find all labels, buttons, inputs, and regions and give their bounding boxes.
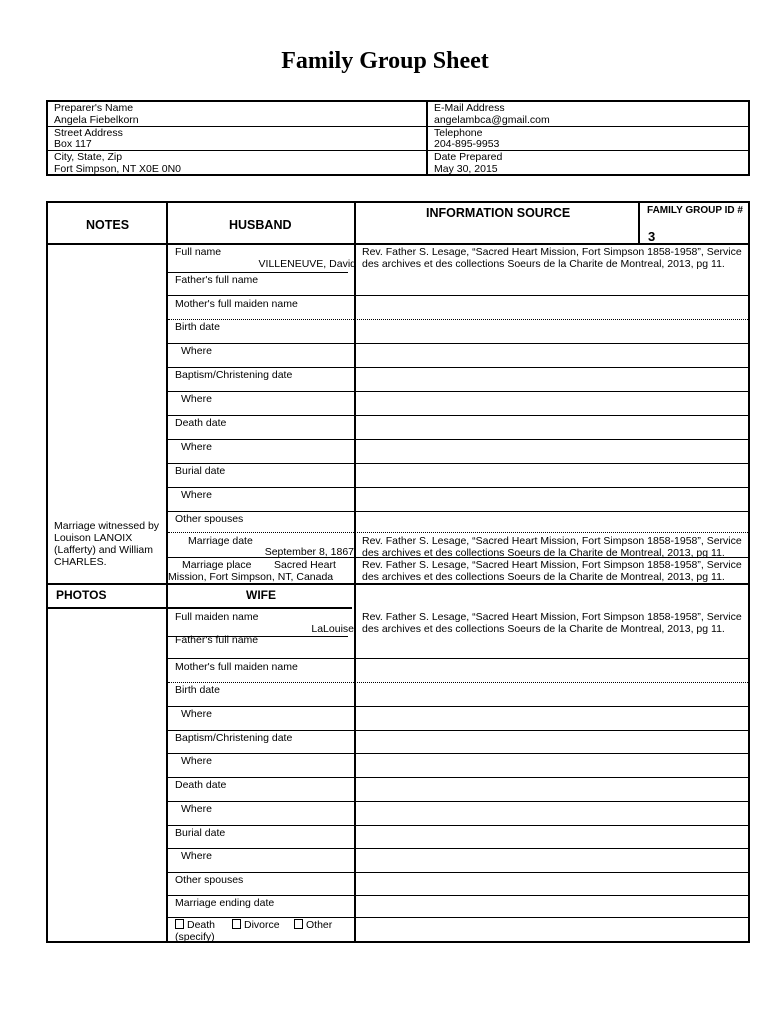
row-label: Mother's full maiden name — [175, 298, 298, 310]
marriage-place: Sacred Heart Mission, Fort Simpson, NT, Canada — [168, 559, 336, 583]
row-label: Death date — [175, 779, 227, 791]
husband-other-spouses-row[interactable] — [168, 511, 750, 533]
divorce-option[interactable] — [232, 919, 280, 931]
field-value: angelambca@gmail.com — [434, 113, 550, 126]
preparer-left-column — [48, 102, 428, 174]
city-state-zip-cell[interactable] — [48, 151, 426, 176]
row-label: Other spouses — [175, 513, 244, 525]
marriage-ending-row[interactable] — [168, 895, 750, 919]
section-divider — [48, 583, 748, 585]
field-label: Street Address — [54, 126, 123, 139]
wife-death-where-row[interactable] — [168, 801, 750, 825]
row-label: Where — [181, 708, 212, 720]
row-label: Where — [181, 850, 212, 862]
checkbox-icon[interactable] — [232, 919, 241, 929]
option-label: Divorce — [244, 919, 280, 931]
field-value: Fort Simpson, NT X0E 0N0 — [54, 162, 182, 175]
option-label: Death — [187, 919, 216, 931]
row-label: Baptism/Christening date — [175, 369, 293, 381]
section-divider — [48, 607, 164, 609]
field-value: Angela Fiebelkorn — [54, 113, 139, 126]
row-label: Death date — [175, 417, 227, 429]
row-label: Where — [181, 755, 212, 767]
husband-birth-date-row[interactable] — [168, 319, 750, 343]
marriage-date: September 8, 1867 — [264, 546, 354, 558]
marriage-place-row[interactable] — [168, 557, 750, 583]
family-group-id-value[interactable]: 3 — [648, 229, 656, 244]
page-title: Family Group Sheet — [281, 48, 489, 74]
marriage-ending-options — [168, 917, 750, 943]
row-label: Where — [181, 441, 212, 453]
field-label: Preparer's Name — [54, 102, 134, 114]
preparer-right-column — [428, 102, 748, 174]
row-label: Mother's full maiden name — [175, 661, 298, 673]
family-group-id-header: FAMILY GROUP ID # — [647, 205, 743, 216]
field-label: City, State, Zip — [54, 151, 123, 163]
notes-header: NOTES — [86, 218, 130, 232]
source-text: Rev. Father S. Lesage, “Sacred Heart Mission, Fort Simpson 1858-1958”, Service des archives et des collections Soeurs de la Charite de Montreal, 2013, pg 11. — [362, 611, 742, 635]
row-label: Father's full name — [175, 274, 259, 286]
marriage-date-row[interactable] — [168, 533, 750, 557]
husband-father-row[interactable] — [168, 272, 750, 296]
row-label: Where — [181, 803, 212, 815]
photos-header: PHOTOS — [56, 588, 107, 602]
date-prepared-cell[interactable] — [428, 151, 748, 176]
husband-full-name: VILLENEUVE, David — [258, 258, 356, 270]
row-label: Where — [181, 393, 212, 405]
wife-father-row[interactable] — [168, 632, 750, 656]
husband-header: HUSBAND — [229, 218, 292, 232]
notes-text[interactable]: Marriage witnessed by Louison LANOIX (Lafferty) and William CHARLES. — [54, 520, 160, 568]
source-text: Rev. Father S. Lesage, “Sacred Heart Mission, Fort Simpson 1858-1958”, Service des archives et des collections Soeurs de la Charite de Montreal, 2013, pg 11. — [362, 246, 742, 270]
specify-label: (specify) — [175, 931, 215, 943]
wife-birth-date-row[interactable] — [168, 682, 750, 706]
row-label: Birth date — [175, 684, 220, 696]
field-label: E-Mail Address — [434, 102, 505, 114]
wife-burial-date-row[interactable] — [168, 825, 750, 849]
row-label: Full maiden name — [175, 611, 259, 623]
row-label: Burial date — [175, 465, 226, 477]
row-label: Birth date — [175, 321, 220, 333]
wife-baptism-row[interactable] — [168, 730, 750, 754]
email-cell[interactable] — [428, 102, 748, 127]
row-label: Where — [181, 345, 212, 357]
husband-death-where-row[interactable] — [168, 439, 750, 463]
family-table — [46, 201, 750, 943]
row-label: Full name — [175, 246, 222, 258]
wife-other-spouses-row[interactable] — [168, 872, 750, 896]
wife-header: WIFE — [246, 588, 276, 602]
husband-mother-row[interactable] — [168, 296, 750, 320]
source-text: Rev. Father S. Lesage, “Sacred Heart Mission, Fort Simpson 1858-1958”, Service des archives et des collections Soeurs de la Charite de Montreal, 2013, pg 11. — [362, 535, 742, 559]
row-label: Marriage place — [182, 559, 252, 571]
row-label: Other spouses — [175, 874, 244, 886]
row-label: Baptism/Christening date — [175, 732, 293, 744]
field-label: Date Prepared — [434, 151, 503, 163]
field-value: Box 117 — [54, 138, 92, 150]
husband-baptism-row[interactable] — [168, 367, 750, 391]
street-address-cell[interactable] — [48, 127, 426, 152]
field-label: Telephone — [434, 126, 483, 139]
wife-full-maiden: LaLouise — [311, 623, 354, 635]
other-option[interactable] — [294, 919, 332, 931]
field-value: May 30, 2015 — [434, 162, 498, 175]
source-text: Rev. Father S. Lesage, “Sacred Heart Mission, Fort Simpson 1858-1958”, Service des archives et des collections Soeurs de la Charite de Montreal, 2013, pg 11. — [362, 559, 742, 583]
death-option[interactable] — [175, 919, 215, 931]
info-source-header: INFORMATION SOURCE — [426, 206, 571, 220]
husband-death-date-row[interactable] — [168, 415, 750, 439]
husband-burial-where-row[interactable] — [168, 487, 750, 511]
field-value: 204-895-9953 — [434, 138, 500, 150]
wife-burial-where-row[interactable] — [168, 848, 750, 872]
husband-baptism-where-row[interactable] — [168, 391, 750, 415]
husband-birth-where-row[interactable] — [168, 343, 750, 367]
husband-full-name-row[interactable] — [168, 244, 750, 272]
row-label: Marriage ending date — [175, 897, 275, 909]
row-label: Where — [181, 489, 212, 501]
wife-death-date-row[interactable] — [168, 777, 750, 801]
row-label: Burial date — [175, 827, 226, 839]
wife-mother-row[interactable] — [168, 659, 750, 683]
option-label: Other — [306, 919, 333, 931]
preparer-name-cell[interactable] — [48, 102, 426, 127]
wife-birth-where-row[interactable] — [168, 706, 750, 730]
preparer-block — [46, 100, 750, 176]
row-label: Marriage date — [188, 535, 253, 547]
row-label: Father's full name — [175, 634, 259, 646]
telephone-cell[interactable] — [428, 127, 748, 152]
checkbox-icon[interactable] — [175, 919, 184, 929]
husband-burial-date-row[interactable] — [168, 463, 750, 487]
checkbox-icon[interactable] — [294, 919, 303, 929]
wife-baptism-where-row[interactable] — [168, 753, 750, 777]
